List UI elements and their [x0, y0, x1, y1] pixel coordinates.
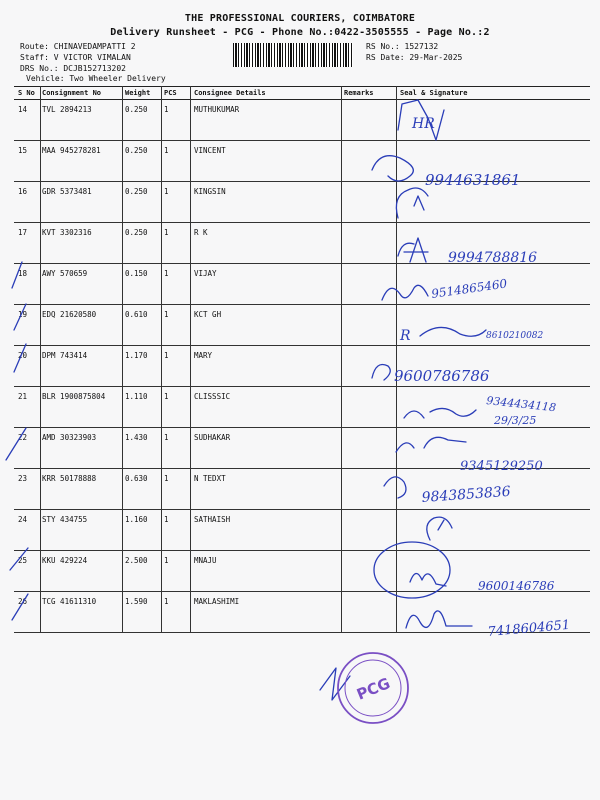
signature: R [400, 328, 411, 344]
col-divider [190, 140, 191, 181]
table-row [14, 263, 590, 305]
col-divider [122, 386, 123, 427]
cell-sno: 15 [18, 146, 28, 155]
handwritten-phone: 9944631861 [425, 171, 521, 189]
cell-pcs: 1 [164, 474, 169, 483]
col-divider [396, 140, 397, 181]
table-row [14, 386, 590, 428]
col-divider [40, 468, 41, 509]
col-divider [40, 181, 41, 222]
col-divider [161, 140, 162, 181]
cell-pcs: 1 [164, 146, 169, 155]
col-divider [161, 222, 162, 263]
col-divider [341, 509, 342, 550]
cell-weight: 0.150 [125, 269, 148, 278]
cell-consignment: TCG 41611310 [42, 597, 97, 606]
col-divider [161, 468, 162, 509]
barcode [233, 43, 353, 67]
cell-pcs: 1 [164, 515, 169, 524]
cell-consignee: KCT GH [194, 310, 222, 319]
col-divider [40, 86, 41, 99]
table-row [14, 304, 590, 346]
signature [320, 668, 350, 700]
company-title: THE PROFESSIONAL COURIERS, COIMBATORE [184, 13, 416, 24]
cell-consignment: AWY 570659 [42, 269, 88, 278]
cell-pcs: 1 [164, 228, 169, 237]
col-divider [161, 591, 162, 632]
drs-label: DRS No.: DCJB152713202 [20, 64, 126, 73]
cell-sno: 23 [18, 474, 28, 483]
table-row [14, 591, 590, 633]
col-divider [161, 345, 162, 386]
col-divider [161, 99, 162, 140]
col-divider [396, 591, 397, 632]
col-divider [396, 345, 397, 386]
cell-consignment: EDQ 21620580 [42, 310, 97, 319]
col-divider [161, 181, 162, 222]
handwritten-phone: 7418604651 [487, 617, 571, 640]
col-divider [40, 263, 41, 304]
cell-weight: 1.160 [125, 515, 148, 524]
col-divider [161, 509, 162, 550]
cell-pcs: 1 [164, 269, 169, 278]
col-divider [190, 181, 191, 222]
col-divider [40, 386, 41, 427]
col-divider [190, 509, 191, 550]
col-divider [396, 386, 397, 427]
col-divider [161, 427, 162, 468]
col-divider [341, 550, 342, 591]
cell-pcs: 1 [164, 351, 169, 360]
col-divider [161, 550, 162, 591]
cell-consignee: MNAJU [194, 556, 217, 565]
table-row [14, 181, 590, 223]
cell-sno: 17 [18, 228, 28, 237]
cell-weight: 1.430 [125, 433, 148, 442]
cell-weight: 1.170 [125, 351, 148, 360]
cell-consignee: CLISSSIC [194, 392, 231, 401]
col-divider [341, 427, 342, 468]
col-divider [40, 509, 41, 550]
cell-consignment: KRR 50178888 [42, 474, 97, 483]
table-row [14, 509, 590, 551]
col-divider [40, 550, 41, 591]
col-divider [341, 386, 342, 427]
col-divider [122, 181, 123, 222]
rs-date-label: RS Date: 29-Mar-2025 [366, 53, 463, 62]
col-divider [396, 263, 397, 304]
cell-weight: 0.250 [125, 146, 148, 155]
cell-weight: 0.250 [125, 187, 148, 196]
cell-consignment: MAA 945278281 [42, 146, 101, 155]
cell-pcs: 1 [164, 597, 169, 606]
cell-weight: 0.250 [125, 105, 148, 114]
col-sno: S No [18, 89, 35, 97]
col-pcs: PCS [164, 89, 177, 97]
cell-pcs: 1 [164, 556, 169, 565]
col-divider [190, 345, 191, 386]
col-divider [122, 304, 123, 345]
col-divider [341, 86, 342, 99]
col-divider [396, 222, 397, 263]
col-divider [396, 86, 397, 99]
cell-sno: 19 [18, 310, 28, 319]
col-divider [40, 591, 41, 632]
handwritten-phone: 9843853836 [421, 483, 512, 506]
cell-sno: 25 [18, 556, 28, 565]
cell-consignment: STY 434755 [42, 515, 88, 524]
cell-consignment: KKU 429224 [42, 556, 88, 565]
handwritten-phone: 9600786786 [394, 367, 490, 385]
rs-no-label: RS No.: 1527132 [366, 42, 439, 51]
col-divider [161, 86, 162, 99]
col-divider [122, 468, 123, 509]
pcg-stamp [345, 660, 401, 716]
col-divider [122, 86, 123, 99]
col-divider [341, 99, 342, 140]
col-divider [396, 550, 397, 591]
col-divider [341, 468, 342, 509]
table-row [14, 140, 590, 182]
cell-weight: 0.250 [125, 228, 148, 237]
col-divider [341, 345, 342, 386]
col-divider [40, 427, 41, 468]
col-divider [40, 140, 41, 181]
cell-consignee: N TEDXT [194, 474, 226, 483]
cell-weight: 1.590 [125, 597, 148, 606]
cell-consignee: SUDHAKAR [194, 433, 231, 442]
cell-pcs: 1 [164, 187, 169, 196]
col-divider [190, 550, 191, 591]
col-divider [161, 263, 162, 304]
cell-consignee: MAKLASHIMI [194, 597, 240, 606]
table-row [14, 550, 590, 592]
handwritten-phone: 9514865460 [430, 276, 509, 301]
cell-weight: 0.630 [125, 474, 148, 483]
col-divider [122, 591, 123, 632]
col-weight: Weight [125, 89, 151, 97]
runsheet-subtitle: Delivery Runsheet - PCG - Phone No.:0422-3505555 - Page No.:2 [110, 27, 490, 38]
col-divider [190, 86, 191, 99]
col-divider [161, 386, 162, 427]
table-row [14, 468, 590, 510]
handwritten-phone: 9994788816 [448, 250, 538, 266]
handwritten-date: 29/3/25 [494, 414, 537, 427]
cell-consignment: AMD 30323903 [42, 433, 97, 442]
route-label: Route: CHINAVEDAMPATTI 2 [20, 42, 136, 51]
cell-consignee: SATHAISH [194, 515, 231, 524]
col-divider [40, 345, 41, 386]
col-divider [122, 263, 123, 304]
table-header [14, 86, 590, 100]
vehicle-label: Vehicle: Two Wheeler Delivery [26, 74, 166, 83]
cell-weight: 1.110 [125, 392, 148, 401]
cell-weight: 2.500 [125, 556, 148, 565]
cell-sno: 24 [18, 515, 28, 524]
handwritten-phone: 9345129250 [460, 459, 543, 474]
col-divider [122, 550, 123, 591]
cell-consignee: KINGSIN [194, 187, 226, 196]
cell-pcs: 1 [164, 392, 169, 401]
cell-sno: 26 [18, 597, 28, 606]
table-row [14, 427, 590, 469]
cell-consignment: BLR 1900875804 [42, 392, 106, 401]
col-divider [190, 386, 191, 427]
cell-sno: 21 [18, 392, 28, 401]
cell-consignment: TVL 2894213 [42, 105, 92, 114]
signature: HR [412, 116, 435, 132]
col-divider [190, 427, 191, 468]
col-divider [341, 591, 342, 632]
col-divider [40, 222, 41, 263]
col-divider [122, 222, 123, 263]
staff-label: Staff: V VICTOR VIMALAN [20, 53, 131, 62]
col-divider [341, 263, 342, 304]
col-divider [396, 304, 397, 345]
cell-sno: 18 [18, 269, 28, 278]
col-divider [40, 99, 41, 140]
cell-pcs: 1 [164, 310, 169, 319]
col-consignment: Consignment No [42, 89, 102, 97]
col-divider [341, 222, 342, 263]
col-divider [396, 468, 397, 509]
col-divider [341, 181, 342, 222]
handwritten-phone: 9344434118 [485, 394, 557, 415]
col-divider [190, 468, 191, 509]
col-divider [190, 263, 191, 304]
pcg-stamp [338, 653, 408, 723]
col-divider [122, 99, 123, 140]
col-divider [122, 345, 123, 386]
cell-consignment: GDR 5373481 [42, 187, 92, 196]
cell-sno: 16 [18, 187, 28, 196]
cell-consignee: R K [194, 228, 208, 237]
handwritten-phone: 9600146786 [478, 579, 555, 593]
cell-sno: 20 [18, 351, 28, 360]
col-divider [122, 509, 123, 550]
col-remarks: Remarks [344, 89, 374, 97]
cell-consignee: MUTHUKUMAR [194, 105, 240, 114]
cell-pcs: 1 [164, 433, 169, 442]
col-consignee: Consignee Details [194, 89, 266, 97]
table-row [14, 99, 590, 141]
col-divider [396, 509, 397, 550]
col-divider [396, 427, 397, 468]
col-divider [190, 99, 191, 140]
cell-consignee: VINCENT [194, 146, 226, 155]
col-divider [122, 140, 123, 181]
cell-consignee: MARY [194, 351, 213, 360]
col-signature: Seal & Signature [400, 89, 468, 97]
col-divider [122, 427, 123, 468]
col-divider [190, 222, 191, 263]
pcg-stamp-text: PCG [354, 674, 393, 704]
col-divider [396, 99, 397, 140]
cell-consignee: VIJAY [194, 269, 217, 278]
cell-weight: 0.610 [125, 310, 148, 319]
table-row [14, 345, 590, 387]
cell-pcs: 1 [164, 105, 169, 114]
cell-consignment: DPM 743414 [42, 351, 88, 360]
handwritten-phone: 8610210082 [486, 331, 544, 341]
cell-sno: 14 [18, 105, 28, 114]
table-row [14, 222, 590, 264]
col-divider [161, 304, 162, 345]
col-divider [396, 181, 397, 222]
col-divider [190, 591, 191, 632]
col-divider [190, 304, 191, 345]
col-divider [341, 304, 342, 345]
col-divider [341, 140, 342, 181]
cell-consignment: KVT 3302316 [42, 228, 92, 237]
cell-sno: 22 [18, 433, 28, 442]
col-divider [40, 304, 41, 345]
